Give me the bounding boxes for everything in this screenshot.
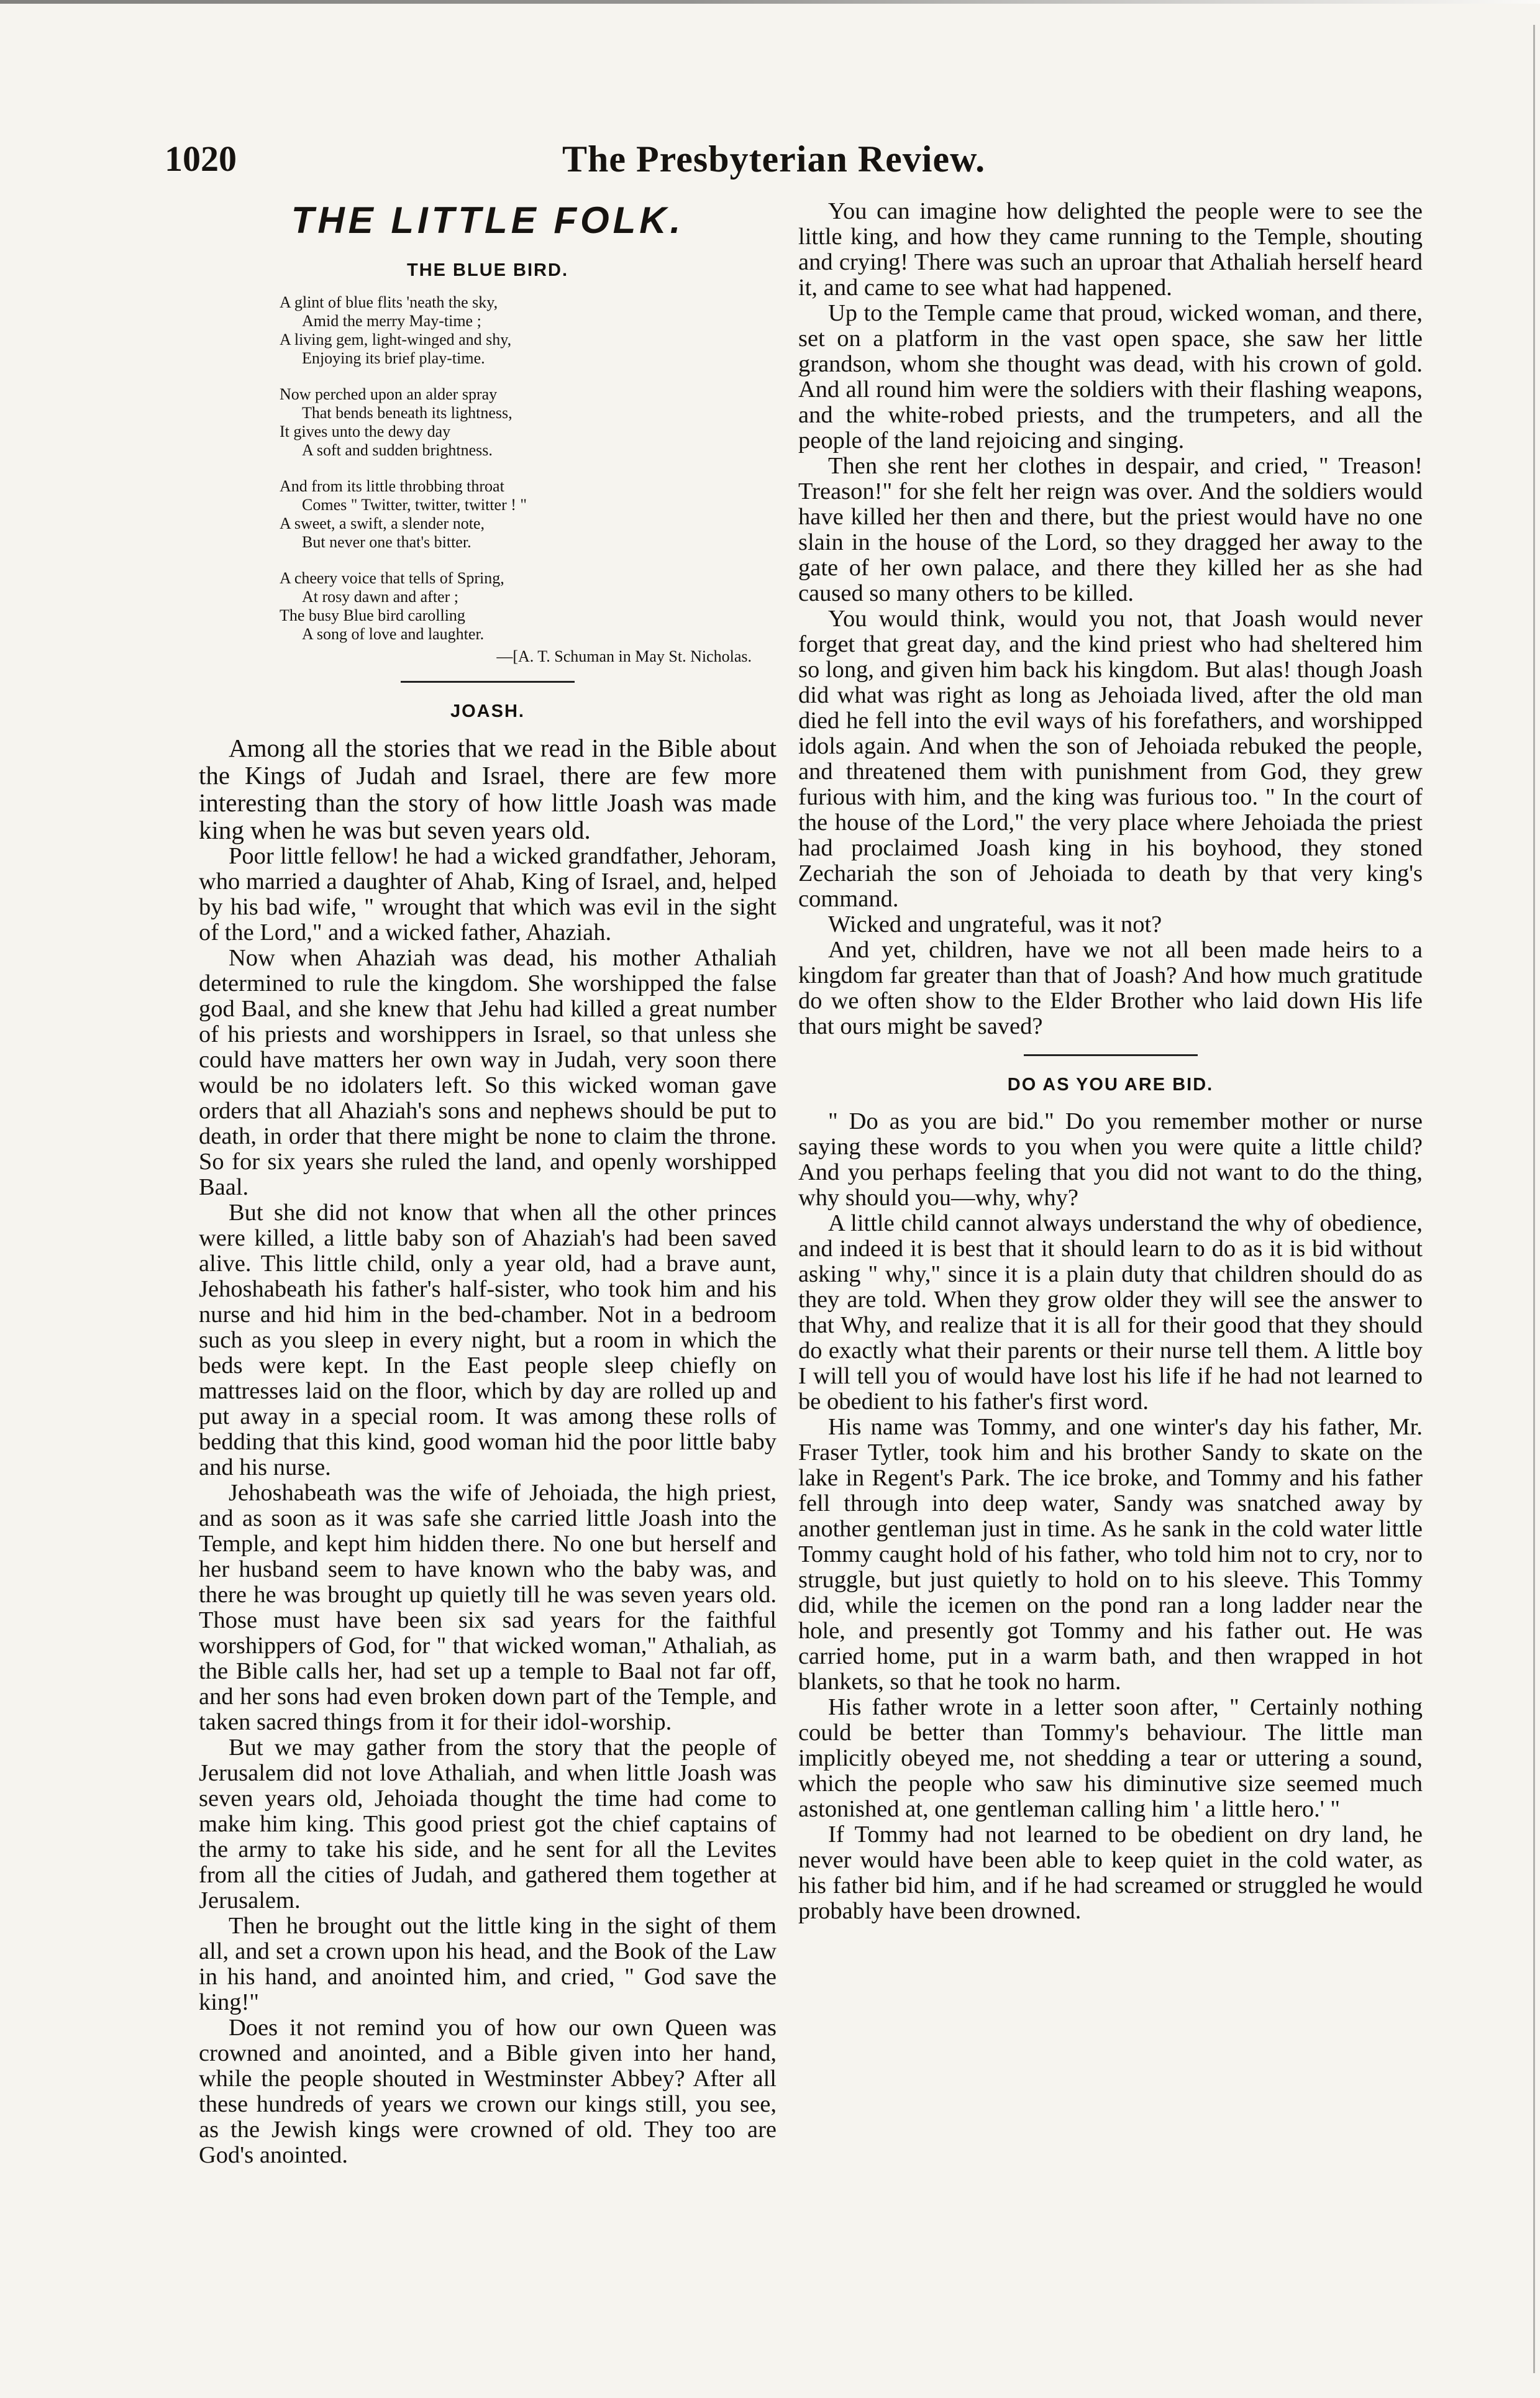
poem-line: A song of love and laughter. (302, 625, 485, 643)
poem-stanza (280, 293, 777, 368)
right-column (798, 199, 1423, 1924)
do-as-bid-paragraph: A little child cannot always understand the why of obedience, and indeed it is best that it should learn to do as it is bid without asking " why," since it is a plain duty that children should do as they are told. When they grow older they will see the answer to that Why, and realize that it is all for their good that they should do exactly what their parents or their nurse tell them. A little boy I will tell you of would have lost his life if he had not learned to be obedient to his father's first word. (798, 1210, 1423, 1415)
joash-paragraph: Poor little fellow! he had a wicked grandfather, Jehoram, who married a daughter of Ahab, King of Israel, and, helped by his bad wife, " wrought that which was evil in the sight of the Lord," and a wicked father, Ahaziah. (199, 843, 777, 946)
page-number: 1020 (165, 139, 237, 179)
poem-stanza (280, 385, 777, 460)
section-divider (401, 681, 575, 683)
joash-paragraph: Up to the Temple came that proud, wicked woman, and there, set on a platform in the vast open space, she saw her little grandson, whom she thought was dead, with his crown of gold. And all round him were the soldiers with their flashing weapons, and the white-robed priests, and the trumpeters, and all the people of the land rejoicing and singing. (798, 300, 1423, 454)
scan-edge-line (0, 0, 1540, 4)
poem-stanza (280, 477, 777, 552)
poem-line: A cheery voice that tells of Spring, (280, 569, 504, 587)
section-title: THE LITTLE FOLK. (291, 199, 685, 241)
poem-line: A living gem, light-winged and shy, (280, 331, 512, 349)
poem-line: A soft and sudden brightness. (302, 441, 493, 459)
joash-paragraph: You would think, would you not, that Joash would never forget that great day, and the kind priest who had sheltered him so long, and given him back his kingdom. But alas! though Joash did what was right as long as Jehoiada lived, after the old man died he fell into the evil ways of his forefathers, and worshipped idols again. And when the son of Jehoiada rebuked the people, and threatened them with punishment from God, they grew furious with him, and the king was furious too. " In the court of the house of the Lord," the very place where Jehoiada the priest had proclaimed Joash king in his boyhood, they stoned Zechariah the son of Jehoiada to death by that very king's command. (798, 606, 1423, 912)
section-divider (1024, 1054, 1198, 1056)
story-title-do-as-bid: DO AS YOU ARE BID. (1007, 1075, 1214, 1095)
scan-right-edge (1527, 25, 1535, 2373)
joash-paragraph: You can imagine how delighted the people were to see the little king, and how they came running to the Temple, shouting and crying! There was such an uproar that Athaliah herself heard it, and came to see what had happened. (798, 198, 1423, 301)
joash-paragraph: Then she rent her clothes in despair, and cried, " Treason! Treason!" for she felt her reign was over. And the soldiers would have killed her then and there, but the priest would have no one slain in the house of the Lord, so they dragged her away to the gate of her own palace, and there they killed her as she had caused so many others to be killed. (798, 453, 1423, 606)
poem-line: Amid the merry May-time ; (302, 312, 481, 330)
joash-paragraph: Among all the stories that we read in the Bible about the Kings of Judah and Israel, there are few more interesting than the story of how little Joash was made king when he was but seven years old. (199, 734, 777, 844)
poem-line: Now perched upon an alder spray (280, 385, 498, 403)
left-column (199, 199, 777, 2168)
joash-paragraph: Jehoshabeath was the wife of Jehoiada, the high priest, and as soon as it was safe she carried little Joash into the Temple, and kept him hidden there. No one but herself and her husband seem to have known who the baby was, and there he was brought up quietly till he was seven years old. Those must have been six sad years for the faithful worshippers of God, for " that wicked woman," Athaliah, as the Bible calls her, had set up a temple to Baal not far off, and her sons had even broken down part of the Temple, and taken sacred things from it for their idol-worship. (199, 1480, 777, 1735)
joash-paragraph: But we may gather from the story that the people of Jerusalem did not love Athaliah, and when little Joash was seven years old, Jehoiada thought the time had come to make him king. This good priest got the chief captains of the army to take his side, and he sent for all the Levites from all the cities of Judah, and gathered them together at Jerusalem. (199, 1735, 777, 1913)
do-as-bid-paragraph: " Do as you are bid." Do you remember mother or nurse saying these words to you when you were quite a little child? And you perhaps feeling that you did not want to do the thing, why should you—why, why? (798, 1108, 1423, 1211)
do-as-bid-paragraph: His father wrote in a letter soon after, " Certainly nothing could be better than Tommy's behaviour. The little man implicitly obeyed me, not shedding a tear or uttering a sound, which the people who saw his diminutive size seemed much astonished at, one gentleman calling him ' a little hero.' " (798, 1694, 1423, 1822)
poem-line: The busy Blue bird carolling (280, 606, 465, 624)
do-as-bid-paragraph: If Tommy had not learned to be obedient on dry land, he never would have been able to keep quiet in the cold water, as his father bid him, and if he had screamed or struggled he would probably have been drowned. (798, 1821, 1423, 1924)
poem-line: It gives unto the dewy day (280, 422, 451, 440)
do-as-bid-paragraph: His name was Tommy, and one winter's day his father, Mr. Fraser Tytler, took him and his brother Sandy to skate on the lake in Regent's Park. The ice broke, and Tommy and his father fell through into deep water, Sandy was snatched away by another gentleman just in time. As he sank in the cold water little Tommy caught hold of his father, who told him not to cry, nor to struggle, but just quietly to hold on to his sleeve. This Tommy did, while the icemen on the pond ran a long ladder near the hole, and presently got Tommy and his father out. He was carried home, put in a warm bath, and then wrapped in hot blankets, so that he took no harm. (798, 1414, 1423, 1695)
joash-paragraph: And yet, children, have we not all been made heirs to a kingdom far greater than that of Joash? And how much gratitude do we often show to the Elder Brother who laid down His life that ours might be saved? (798, 937, 1423, 1039)
poem (280, 293, 777, 666)
poem-line: And from its little throbbing throat (280, 477, 504, 495)
poem-line: Comes " Twitter, twitter, twitter ! " (302, 496, 527, 514)
poem-title: THE BLUE BIRD. (407, 260, 568, 280)
poem-stanza (280, 569, 777, 644)
journal-title: The Presbyterian Review. (562, 139, 986, 180)
joash-paragraph: Then he brought out the little king in the sight of them all, and set a crown upon his head, and the Book of the Law in his hand, and anointed him, and cried, " God save the king!" (199, 1913, 777, 2015)
joash-paragraph: Now when Ahaziah was dead, his mother Athaliah determined to rule the kingdom. She worshipped the false god Baal, and she knew that Jehu had killed a great number of his priests and worshippers in Israel, so that unless she could have matters her own way in Judah, very soon there would be no idolaters left. So this wicked woman gave orders that all Ahaziah's sons and nephews should be put to death, in order that there might be none to claim the throne. So for six years she ruled the land, and openly worshipped Baal. (199, 945, 777, 1200)
page-header (165, 138, 1451, 181)
poem-line: But never one that's bitter. (302, 533, 472, 551)
poem-line: A sweet, a swift, a slender note, (280, 514, 485, 532)
joash-paragraph: Does it not remind you of how our own Queen was crowned and anointed, and a Bible given into her hand, while the people shouted in Westminster Abbey? After all these hundreds of years we crown our kings still, you see, as the Jewish kings were crowned of old. They too are God's anointed. (199, 2015, 777, 2168)
poem-attribution: —[A. T. Schuman in May St. Nicholas. (496, 647, 752, 665)
poem-line: A glint of blue flits 'neath the sky, (280, 293, 498, 311)
joash-paragraph: Wicked and ungrateful, was it not? (828, 911, 1162, 937)
poem-line: Enjoying its brief play-time. (302, 349, 485, 367)
poem-line: That bends beneath its lightness, (302, 404, 513, 422)
joash-paragraph: But she did not know that when all the other princes were killed, a little baby son of Ahaziah's had been saved alive. This little child, only a year old, had a brave aunt, Jehoshabeath his father's half-sister, who took him and his nurse and hid him in the bed-chamber. Not in a bedroom such as you sleep in every night, but a room in which the beds were kept. In the East people sleep chiefly on mattresses laid on the floor, which by day are rolled up and put away in a special room. It was among these rolls of bedding that this kind, good woman hid the poor little baby and his nurse. (199, 1200, 777, 1480)
story-title-joash: JOASH. (450, 701, 525, 721)
poem-line: At rosy dawn and after ; (302, 588, 458, 606)
